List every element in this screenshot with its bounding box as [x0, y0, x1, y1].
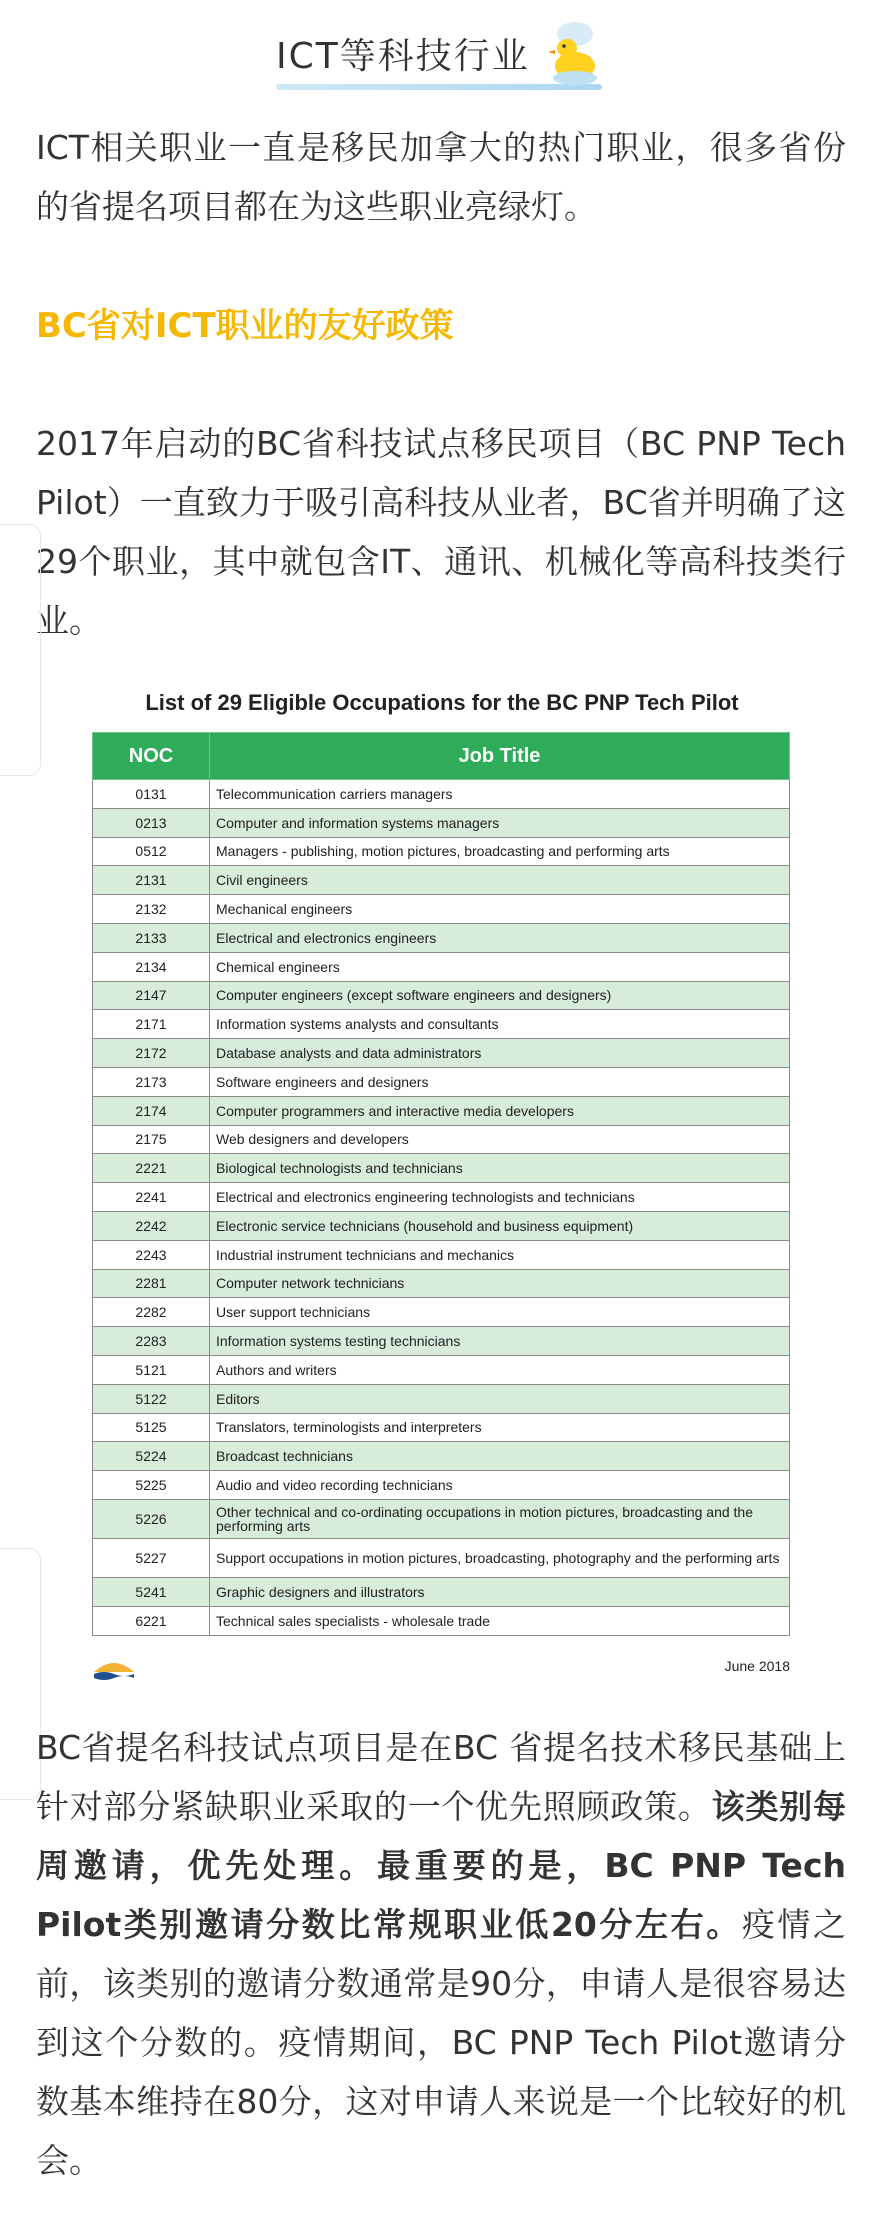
- priority-bold-text: 该类别每周邀请，优先处理。最重要的是，BC PNP Tech Pilot类别邀请分数比常规职业低20分左右。: [36, 1787, 847, 1944]
- edge-tab: [0, 524, 41, 776]
- noc-code-cell: 5226: [93, 1499, 210, 1538]
- job-title-cell: Biological technologists and technicians: [210, 1154, 790, 1183]
- noc-code-cell: 5224: [93, 1442, 210, 1471]
- table-row: [93, 1471, 790, 1500]
- tech-pilot-paragraph: 2017年启动的BC省科技试点移民项目（BC PNP Tech Pilot）一直致力于吸引高科技从业者，BC省并明确了这29个职业，其中就包含IT、通讯、机械化等高科技类行业。: [36, 424, 846, 640]
- bc-logo: [92, 1652, 202, 1682]
- job-title-cell: Other technical and co-ordinating occupations in motion pictures, broadcasting and the performing arts: [210, 1499, 790, 1538]
- occupation-figure: [82, 680, 802, 1690]
- noc-code-cell: 2174: [93, 1096, 210, 1125]
- job-title-cell: Software engineers and designers: [210, 1067, 790, 1096]
- col-header-job-title: Job Title: [210, 733, 790, 780]
- noc-code-cell: 5121: [93, 1355, 210, 1384]
- figure-title: List of 29 Eligible Occupations for the BC PNP Tech Pilot: [145, 690, 739, 715]
- noc-code-cell: 2131: [93, 866, 210, 895]
- table-row: [93, 1606, 790, 1635]
- noc-code-cell: 2242: [93, 1211, 210, 1240]
- table-row: [93, 1413, 790, 1442]
- figure-footer: [92, 1652, 790, 1682]
- noc-code-cell: 2172: [93, 1039, 210, 1068]
- job-title-cell: Computer programmers and interactive media developers: [210, 1096, 790, 1125]
- table-row: [93, 1327, 790, 1356]
- section-title: ICT等科技行业: [276, 36, 530, 77]
- table-row: [93, 952, 790, 981]
- noc-code-cell: 0512: [93, 837, 210, 866]
- noc-code-cell: 2283: [93, 1327, 210, 1356]
- job-title-cell: Chemical engineers: [210, 952, 790, 981]
- table-row: [93, 1499, 790, 1538]
- table-row: [93, 895, 790, 924]
- table-row: [93, 1298, 790, 1327]
- noc-code-cell: 0213: [93, 808, 210, 837]
- job-title-cell: Information systems analysts and consultants: [210, 1010, 790, 1039]
- noc-code-cell: 2147: [93, 981, 210, 1010]
- table-row: [93, 1240, 790, 1269]
- job-title-cell: Authors and writers: [210, 1355, 790, 1384]
- job-title-cell: Support occupations in motion pictures, broadcasting, photography and the performing arts: [210, 1538, 790, 1577]
- noc-code-cell: 2133: [93, 923, 210, 952]
- noc-code-cell: 5125: [93, 1413, 210, 1442]
- job-title-cell: Managers - publishing, motion pictures, broadcasting and performing arts: [210, 837, 790, 866]
- table-row: [93, 1010, 790, 1039]
- table-body: [93, 780, 790, 1636]
- job-title-cell: Graphic designers and illustrators: [210, 1577, 790, 1606]
- table-row: [93, 1577, 790, 1606]
- table-row: [93, 1442, 790, 1471]
- job-title-cell: Broadcast technicians: [210, 1442, 790, 1471]
- table-row: [93, 923, 790, 952]
- noc-code-cell: 2281: [93, 1269, 210, 1298]
- table-row: [93, 1039, 790, 1068]
- table-row: [93, 1183, 790, 1212]
- job-title-cell: Editors: [210, 1384, 790, 1413]
- job-title-cell: User support technicians: [210, 1298, 790, 1327]
- noc-code-cell: 2175: [93, 1125, 210, 1154]
- job-title-cell: Industrial instrument technicians and mechanics: [210, 1240, 790, 1269]
- table-header-row: [93, 733, 790, 780]
- noc-code-cell: 2171: [93, 1010, 210, 1039]
- job-title-cell: Computer and information systems managers: [210, 808, 790, 837]
- noc-code-cell: 2243: [93, 1240, 210, 1269]
- table-row: [93, 866, 790, 895]
- table-row: [93, 1154, 790, 1183]
- policy-subheading: BC省对ICT职业的友好政策: [36, 306, 454, 346]
- noc-code-cell: 2132: [93, 895, 210, 924]
- noc-code-cell: 5225: [93, 1471, 210, 1500]
- edge-tab: [0, 1548, 41, 1800]
- table-row: [93, 1096, 790, 1125]
- priority-text-1: BC省提名科技试点项目是在BC 省提名技术移民基础上针对部分紧缺职业采取的一个优先照顾政策。: [36, 1728, 846, 1826]
- job-title-cell: Translators, terminologists and interpreters: [210, 1413, 790, 1442]
- noc-table: [92, 732, 790, 1636]
- job-title-cell: Telecommunication carriers managers: [210, 780, 790, 809]
- priority-paragraph: [36, 1718, 846, 2190]
- intro-paragraph: ICT相关职业一直是移民加拿大的热门职业，很多省份的省提名项目都在为这些职业亮绿灯。: [36, 128, 846, 226]
- bc-logo-mark: [92, 1652, 136, 1682]
- job-title-cell: Information systems testing technicians: [210, 1327, 790, 1356]
- table-row: [93, 1538, 790, 1577]
- noc-code-cell: 2282: [93, 1298, 210, 1327]
- table-row: [93, 1125, 790, 1154]
- noc-code-cell: 2221: [93, 1154, 210, 1183]
- figure-date: June 2018: [724, 1658, 790, 1674]
- table-row: [93, 837, 790, 866]
- duck-icon: [545, 18, 599, 90]
- job-title-cell: Electrical and electronics engineers: [210, 923, 790, 952]
- noc-code-cell: 2134: [93, 952, 210, 981]
- table-row: [93, 780, 790, 809]
- job-title-cell: Electronic service technicians (household and business equipment): [210, 1211, 790, 1240]
- job-title-cell: Computer network technicians: [210, 1269, 790, 1298]
- section-header: [0, 18, 882, 98]
- noc-code-cell: 0131: [93, 780, 210, 809]
- noc-code-cell: 6221: [93, 1606, 210, 1635]
- table-row: [93, 1067, 790, 1096]
- noc-code-cell: 5122: [93, 1384, 210, 1413]
- job-title-cell: Web designers and developers: [210, 1125, 790, 1154]
- job-title-cell: Technical sales specialists - wholesale trade: [210, 1606, 790, 1635]
- noc-code-cell: 5227: [93, 1538, 210, 1577]
- noc-code-cell: 2173: [93, 1067, 210, 1096]
- table-row: [93, 1269, 790, 1298]
- job-title-cell: Database analysts and data administrators: [210, 1039, 790, 1068]
- job-title-cell: Audio and video recording technicians: [210, 1471, 790, 1500]
- table-row: [93, 1384, 790, 1413]
- priority-text-2: 疫情之前，该类别的邀请分数通常是90分，申请人是很容易达到这个分数的。疫情期间，BC PNP Tech Pilot邀请分数基本维持在80分，这对申请人来说是一个比较好的机会。: [36, 1905, 846, 2180]
- noc-code-cell: 5241: [93, 1577, 210, 1606]
- table-row: [93, 1211, 790, 1240]
- job-title-cell: Civil engineers: [210, 866, 790, 895]
- table-row: [93, 981, 790, 1010]
- table-row: [93, 1355, 790, 1384]
- job-title-cell: Computer engineers (except software engineers and designers): [210, 981, 790, 1010]
- noc-code-cell: 2241: [93, 1183, 210, 1212]
- col-header-noc: NOC: [93, 733, 210, 780]
- job-title-cell: Mechanical engineers: [210, 895, 790, 924]
- table-row: [93, 808, 790, 837]
- job-title-cell: Electrical and electronics engineering technologists and technicians: [210, 1183, 790, 1212]
